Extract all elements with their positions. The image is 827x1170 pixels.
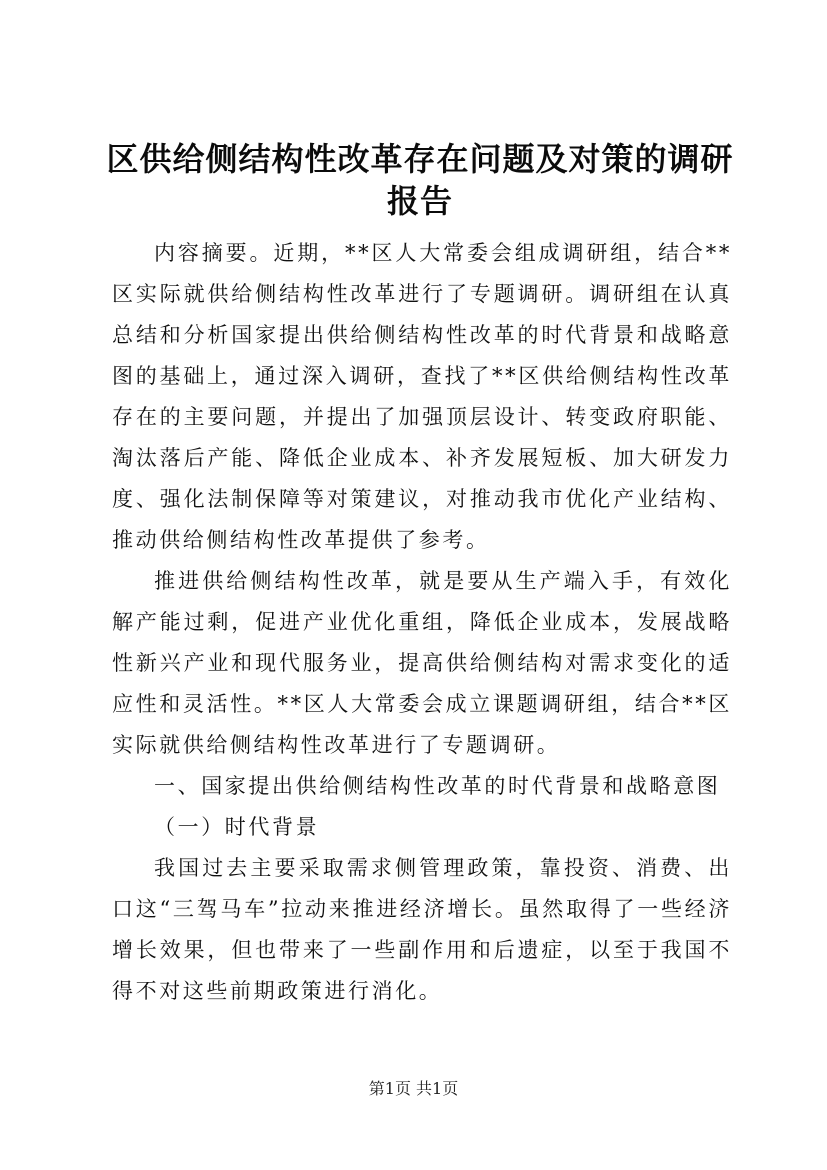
document-title: 区供给侧结构性改革存在问题及对策的调研报告 xyxy=(106,140,734,220)
document-body xyxy=(112,233,732,1012)
abstract-paragraph: 内容摘要。近期，**区人大常委会组成调研组，结合**区实际就供给侧结构性改革进行了专题调研。调研组在认真总结和分析国家提出供给侧结构性改革的时代背景和战略意图的基础上，通过深入调研，查找了**区供给侧结构性改革存在的主要问题，并提出了加强顶层设计、转变政府职能、淘汰落后产能、降低企业成本、补齐发展短板、加大研发力度、强化法制保障等对策建议，对推动我市优化产业结构、推动供给侧结构性改革提供了参考。 xyxy=(112,241,732,552)
subsection-heading: （一）时代背景 xyxy=(154,815,320,839)
section-heading: 一、国家提出供给侧结构性改革的时代背景和战略意图 xyxy=(154,774,721,798)
intro-paragraph: 推进供给侧结构性改革，就是要从生产端入手，有效化解产能过剩，促进产业优化重组，降低企业成本，发展战略性新兴产业和现代服务业，提高供给侧结构对需求变化的适应性和灵活性。**区人大常委会成立课题调研组，结合**区实际就供给侧结构性改革进行了专题调研。 xyxy=(112,569,732,757)
background-paragraph: 我国过去主要采取需求侧管理政策，靠投资、消费、出口这“三驾马车”拉动来推进经济增长。虽然取得了一些经济增长效果，但也带来了一些副作用和后遗症，以至于我国不得不对这些前期政策进行消化。 xyxy=(112,856,732,1003)
page-number-footer: 第1页 共1页 xyxy=(368,1079,459,1098)
